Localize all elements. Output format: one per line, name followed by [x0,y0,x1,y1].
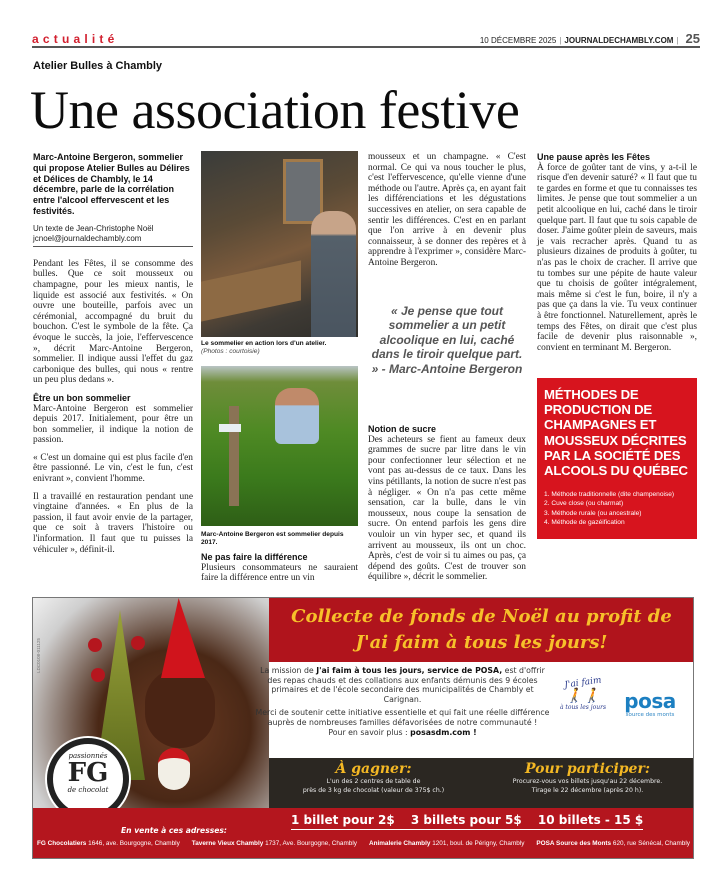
location-address: 1737, Ave. Bourgogne, Chambly [265,840,357,847]
more-info [255,728,550,738]
posa-logo [615,690,685,718]
prize-block [271,760,476,795]
banner-line-2: J'ai faim à tous les jours! [355,632,608,653]
list-item: 1. Méthode traditionnelle (dite champenoise) [544,491,675,499]
location-item [37,840,180,848]
paragraph: Plusieurs consommateurs ne sauraient faire la différence entre un vin [201,562,358,584]
logo-mark: posa [624,689,676,713]
sale-locations-title: En vente à ces adresses: [121,826,227,835]
column-2 [201,552,358,591]
ornament-shape [131,636,145,650]
methods-sidebar [537,378,697,539]
ticket-info [33,808,694,859]
price-option: 1 billet pour 2$ [291,813,395,827]
mission-org: J'ai faim à tous les jours, service de POSA, [316,666,503,675]
subheading: Une pause après les Fêtes [537,152,651,162]
sidebar-title: MÉTHODES DE PRODUCTION DE CHAMPAGNES ET MOUSSEUX DÉCRITES PAR LA SOCIÉTÉ DES ALCOOLS DU QUÉBEC [544,387,688,479]
article-lead: Marc-Antoine Bergeron, sommelier qui propose Atelier Bulles au Délires et Délices de Chambly, le 14 décembre, parle de la corrélation entre l'alcool effervescent et les festivités. [33,152,190,216]
photo2-caption: Marc-Antoine Bergeron est sommelier depuis 2017. [201,531,344,547]
list-item: 3. Méthode rurale (ou ancestrale) [544,509,642,517]
logo-mark: FG [67,758,109,788]
participate-block [485,760,690,795]
mission-pre: La mission de [260,666,317,675]
photo-man-shape [275,388,319,444]
site-link[interactable]: JOURNALDECHAMBLY.COM [564,36,674,45]
list-item: 4. Méthode de gazéification [544,518,625,526]
logo-text-bottom: de chocolat [67,786,109,794]
paragraph: Pendant les Fêtes, il se consomme des bulles. Que ce soit mousseux ou champagne, pour les mieux nantis, le liquide est associé aux festivités. « On ouvre une bouteille, parfois avec un cérémonial, accompagné du bruit du bouchon. C'est le symbole de la fête. Ça évoque le succès, la joie, l'effervescence », décrit Marc-Antoine Bergeron, sommelier. Il indique aussi l'effet du gaz carbonique des bulles, qui nous « rentre un peu plus dedans ». [33,258,193,386]
photo-sommelier-shape [311,211,356,337]
location-address: 1201, boul. de Périgny, Chambly [432,840,525,847]
mission-text [255,666,550,704]
column-3-lower [368,424,526,590]
photo-credit: (Photos : courtoisie) [201,348,260,356]
subheading: Ne pas faire la différence [201,552,308,562]
ornament-shape [91,668,105,682]
photo1-caption [201,340,358,357]
location-address: 1646, ave. Bourgogne, Chambly [88,840,180,847]
location-item [192,840,357,848]
logo-text-top: passionnés [68,752,108,760]
paragraph: Marc-Antoine Bergeron est sommelier depuis 2017. Initialement, pour être un bon sommelier, il indique la notion de passion. [33,403,193,446]
ad-code: LDC0108-011125 [36,638,41,673]
location-name: Animalerie Chambly [368,840,431,847]
caption-text: Le sommelier en action lors d'un atelier. [201,340,327,347]
list-item: 2. Cuve close (ou charmat) [544,500,624,508]
issue-date: 10 DÉCEMBRE 2025 [479,36,557,45]
page-header [32,31,700,48]
prize-title: À gagner: [335,761,412,777]
vineyard-photo [201,366,358,526]
logo-subtitle: source des monts [625,712,675,718]
sale-locations [37,840,690,848]
participate-line: Procurez-vous vos billets jusqu'au 22 décembre. [512,778,663,785]
banner-line-1: Collecte de fonds de Noël au profit de [291,606,672,627]
posa-link[interactable]: posasdm.com ! [410,727,477,737]
photo-table-shape [201,260,301,321]
paragraph: mousseux et un champagne. « C'est normal. Ce qui va nous toucher le plus, c'est l'effervescence, qu'elle vienne d'une méthode ou l'autre. Après ça, en ayant fait les différenciations et les dégustations successives en atelier, on sera capable de sentir les différences. C'est en en parlant que l'on arrive à en devenir plus connaisseur, à se donner des repères et à apprendre à l'exprimer », considère Marc-Antoine Bergeron. [368,152,526,268]
prize-line: L'un des 2 centres de table de [326,778,421,785]
ornament-shape [88,638,102,652]
participate-line: Tirage le 22 décembre (après 20 h). [531,786,644,794]
paragraph: « C'est un domaine qui est plus facile d'en être passionné. Le vin, c'est le fun, c'est enivrant », convient l'homme. [33,452,193,485]
article-title: Une association festive [30,80,520,140]
paragraph: Des acheteurs se fient au fameux deux grammes de sucre par litre dans le vin pour confectionner leur sélection et ne vont pas au-dessus de ce taux. Dans les vins pétillants, la notion de sucre n'est pas à négliger. « On n'a pas cette même sensation, car la bulle, dans le vin mousseux, nous coupe la sensation de sucre. On entend parfois les gens dire vouloir un vin hyper sec, et quand ils arrivent au mousseux, ils ont un choc. Après, c'est de voir si tu aimes ou pas, ça dépend des goûts. C'est de trouver son équilibre », décrit le sommelier. [368,434,526,583]
photo-post-shape [229,406,239,506]
mission-post: est d'offrir des repas chauds et des collations aux enfants démunis des 9 écoles primaires et de l'école secondaire des municipalités de Chambly et Carignan. [267,666,545,704]
section-label: actualité [32,32,119,46]
more-pre: Pour en savoir plus : [328,727,411,737]
logo-text-bottom: à tous les jours [559,704,607,711]
paragraph: À force de goûter tant de vins, y a-t-il le risque d'en devenir saturé? « Il faut que tu te gardes en forme et que tu connaisses tes limites. Je pense que tout sommelier a un petit alcoolique en lui, caché dans le tiroir quelque part. Il faut que tu sois capable de doser. J'aime goûter plein de saveurs, mais je vais recracher après. Quand tu as plusieurs dizaines de produits à goûter, tu n'as pas le choix de cracher. Il arrive que tu tombes sur une pépite de haute valeur que tu choisis de goûter intégralement, mais même si c'est le fun, boire, il n'y a pas que ça dans la vie. Tu veux continuer à être fonctionnel. Naturellement, après le temps des Fêtes, on dirait que c'est plus facile de devenir plus raisonnable », convient en terminant M. Bergeron. [537,162,697,353]
prize-info [269,758,694,808]
column-3 [368,152,526,276]
logo-text-top: J'ai faim [563,675,603,691]
thanks-text: Merci de soutenir cette initiative essentielle et qui fait une réelle différence auprès de nombreuses familles défavorisées de notre communauté ! [255,708,550,727]
methods-list [544,490,690,527]
column-4 [537,152,697,360]
location-name: Taverne Vieux Chambly [191,840,264,847]
gnome-body-shape [145,668,215,748]
location-item [536,840,690,848]
location-address: 620, rue Sénécal, Chambly [612,840,690,847]
ad-mission [255,666,550,737]
location-name: FG Chocolatiers [37,840,87,847]
chocolate-display-image [33,598,269,830]
price-option: 10 billets - 15 $ [537,813,644,827]
header-meta: 10 DÉCEMBRE 2025 | JOURNALDECHAMBLY.COM | 25 [479,31,700,46]
photo-sign-shape [219,424,241,432]
author: Un texte de Jean-Christophe Noël [33,223,154,233]
participate-title: Pour participer: [524,761,651,777]
jai-faim-logo [553,675,613,730]
author-email[interactable]: jcnoel@journaldechambly.com [33,233,142,243]
paragraph: Il a travaillé en restauration pendant une vingtaine d'années. « En plus de la passion, il faut avoir envie de la partager, que ce soit à travers l'histoire ou l'information. Il faut que tu puisses la véhiculer », définit-il. [33,491,193,555]
byline [33,224,193,247]
location-name: POSA Source des Monts [536,840,612,847]
fundraiser-ad [32,597,694,859]
page-number: 25 [685,31,700,46]
subheading: Être un bon sommelier [33,392,131,403]
column-1 [33,152,193,562]
ad-banner [269,598,694,662]
prize-line: près de 3 kg de chocolat (valeur de 375$ ch.) [302,786,445,794]
pull-quote: « Je pense que tout sommelier a un petit alcoolique en lui, caché dans le tiroir quelque part. » - Marc-Antoine Bergeron [371,304,523,376]
children-icon: 🚶🚶 [565,688,601,704]
price-option: 3 billets pour 5$ [410,813,522,827]
subheading: Notion de sucre [368,424,437,434]
snowman-shape [158,748,190,790]
gnome-hat-shape [161,598,205,678]
workshop-photo [201,151,358,337]
article-kicker: Atelier Bulles à Chambly [33,60,162,72]
location-item [369,840,524,848]
ticket-prices [291,813,643,830]
